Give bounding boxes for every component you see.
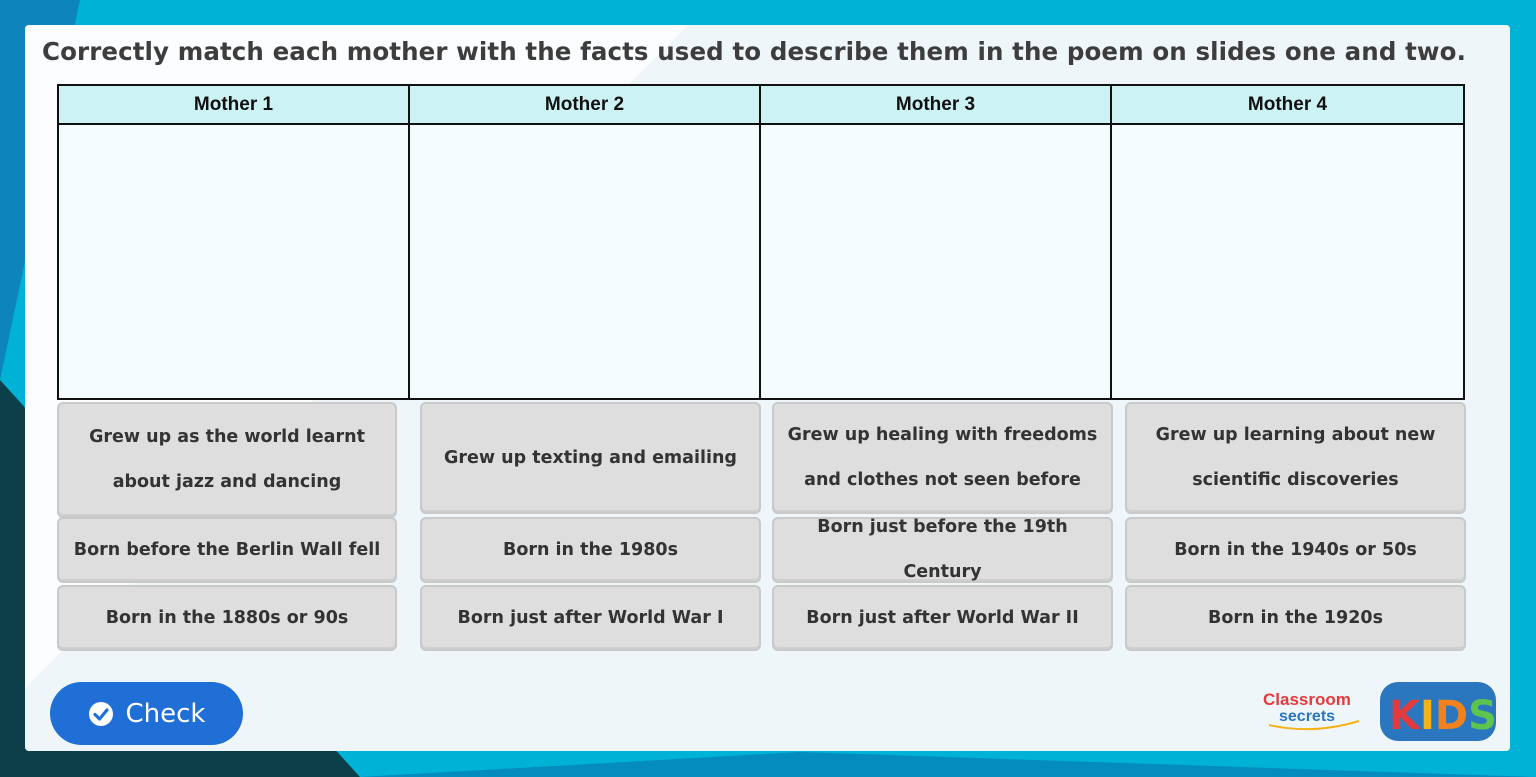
draggable-card[interactable]: Born in the 1980s bbox=[420, 517, 761, 583]
draggable-card[interactable]: Born just after World War II bbox=[772, 585, 1113, 651]
draggable-card[interactable]: Born in the 1880s or 90s bbox=[57, 585, 397, 651]
logo-text-line2: secrets bbox=[1279, 708, 1336, 725]
check-button[interactable] bbox=[50, 682, 243, 745]
draggable-card[interactable]: Born in the 1920s bbox=[1125, 585, 1466, 651]
drop-zone-mother-4[interactable] bbox=[1112, 125, 1463, 398]
draggable-card[interactable]: Grew up learning about new scientific discoveries bbox=[1125, 402, 1466, 514]
draggable-card[interactable]: Born just before the 19th Century bbox=[772, 517, 1113, 583]
logo-badge-text: KIDS bbox=[1389, 693, 1497, 739]
column-header-mother-4: Mother 4 bbox=[1112, 86, 1463, 125]
check-button-label: Check bbox=[125, 698, 206, 729]
draggable-card[interactable]: Grew up as the world learnt about jazz and dancing bbox=[57, 402, 397, 518]
drop-zone-mother-3[interactable] bbox=[761, 125, 1112, 398]
column-header-mother-3: Mother 3 bbox=[761, 86, 1112, 125]
column-header-mother-1: Mother 1 bbox=[59, 86, 410, 125]
logo-text-line1: Classroom bbox=[1263, 690, 1351, 709]
matching-table bbox=[57, 84, 1465, 400]
draggable-card[interactable]: Grew up healing with freedoms and clothes not seen before bbox=[772, 402, 1113, 514]
activity-panel bbox=[25, 25, 1510, 751]
drop-zone-mother-2[interactable] bbox=[410, 125, 761, 398]
draggable-card[interactable]: Born just after World War I bbox=[420, 585, 761, 651]
check-circle-icon bbox=[88, 701, 114, 727]
classroom-secrets-kids-logo bbox=[1261, 681, 1497, 743]
draggable-card[interactable]: Born before the Berlin Wall fell bbox=[57, 517, 397, 583]
column-header-mother-2: Mother 2 bbox=[410, 86, 761, 125]
question-text: Correctly match each mother with the facts used to describe them in the poem on slides one and two. bbox=[42, 37, 1466, 66]
drop-zone-mother-1[interactable] bbox=[59, 125, 410, 398]
draggable-card[interactable]: Born in the 1940s or 50s bbox=[1125, 517, 1466, 583]
draggable-card[interactable]: Grew up texting and emailing bbox=[420, 402, 761, 514]
